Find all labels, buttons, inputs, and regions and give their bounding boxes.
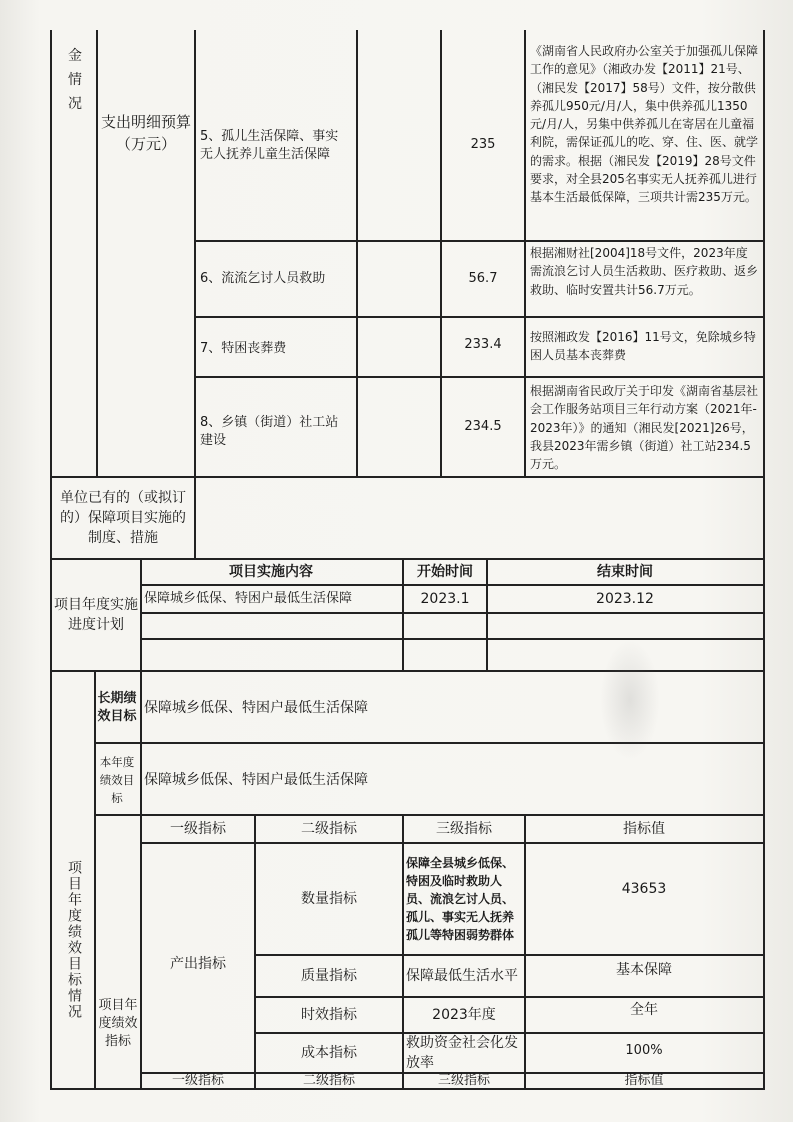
- schedule-header-text: 项目实施内容: [229, 564, 313, 580]
- indicator-level3: [406, 956, 522, 996]
- schedule-header-text: 结束时间: [597, 564, 653, 580]
- divider: [94, 742, 765, 744]
- label-char: 金: [68, 48, 82, 64]
- indicator-level3: [404, 998, 524, 1032]
- indicator-header-text: 指标值: [623, 821, 665, 837]
- budget-item: [200, 334, 350, 364]
- indicator-header-level1: [142, 816, 254, 842]
- divider: [194, 30, 196, 478]
- budget-amount-text: 235: [470, 137, 496, 152]
- indicator-value-text: 全年: [630, 1002, 658, 1018]
- indicator-header-value: [526, 816, 762, 842]
- schedule-row-end: [488, 586, 762, 612]
- budget-note-text: 根据湘财社[2004]18号文件，2023年度需流浪乞讨人员生活救助、医疗救助、返乡救助、临时安置共计56.7万元。: [530, 246, 759, 297]
- funds-label-char: [60, 92, 90, 116]
- budget-item-text: 8、乡镇（街道）社工站建设: [200, 415, 339, 448]
- indicator-header-level2: [256, 1073, 402, 1088]
- budget-note: [527, 380, 761, 474]
- schedule-header-text: 开始时间: [417, 564, 473, 580]
- indicator-level2-text: 数量指标: [301, 891, 357, 907]
- divider: [50, 1088, 765, 1090]
- indicator-value-text: 100%: [625, 1043, 663, 1058]
- border-left: [50, 30, 52, 1090]
- funds-label-char: [60, 44, 90, 68]
- schedule-row-start: [404, 586, 486, 612]
- schedule-row-content: [144, 640, 400, 670]
- divider: [524, 30, 526, 478]
- indicator-value: [526, 956, 762, 984]
- indicator-level3-text: 救助资金社会化发放率: [406, 1035, 518, 1071]
- indicator-label: [98, 984, 138, 1064]
- indicator-value: [526, 996, 762, 1024]
- budget-amount-text: 56.7: [468, 271, 498, 286]
- long-term-label: [96, 676, 138, 740]
- schedule-row-content: [144, 614, 400, 638]
- long-term-value-text: 保障城乡低保、特困户最低生活保障: [144, 700, 368, 716]
- indicator-header-level3: [404, 816, 524, 842]
- long-term-label-text: 长期绩效目标: [97, 691, 137, 724]
- budget-note-text: 《湖南省人民政府办公室关于加强孤儿保障工作的意见》（湘政办发【2011】21号、（湘民发【2017】58号）文件，按分散供养孤儿950元/月/人，集中供养孤儿1350元/月/人，另集中供养孤儿在寄居在儿童福利院，需保证孤儿的吃、穿、住、医、就学的需求。根据（湘民发【2019】28号文件要求，对全县205名事实无人抚养孤儿进行基本生活最低保障，三项共计需235万元。: [530, 44, 759, 205]
- budget-item-text: 6、流流乞讨人员救助: [200, 271, 326, 286]
- indicator-header-level3: [404, 1073, 524, 1088]
- indicator-header-text: 一级指标: [170, 821, 226, 837]
- divider: [96, 30, 98, 478]
- budget-amount: [442, 412, 524, 442]
- indicator-value: [526, 1036, 762, 1066]
- budget-label: [100, 108, 192, 158]
- divider: [194, 376, 765, 378]
- budget-amount: [442, 130, 524, 160]
- indicator-level3: [406, 1034, 522, 1072]
- indicator-level3: [406, 846, 522, 952]
- scan-smudge: [600, 640, 660, 760]
- measures-label-text: 单位已有的（或拟订的）保障项目实施的制度、措施: [60, 490, 186, 546]
- budget-note-text: 根据湖南省民政厅关于印发《湖南省基层社会工作服务站项目三年行动方案（2021年-2023年）》的通知（湘民发[2021]26号，我县2023年需乡镇（街道）社工站234.5万元。: [530, 384, 759, 472]
- schedule-cell-text: 2023.1: [420, 591, 470, 607]
- schedule-header-end: [488, 560, 762, 584]
- schedule-row-content: [144, 586, 400, 612]
- divider: [402, 814, 404, 1090]
- schedule-header-start: [404, 560, 486, 584]
- annual-value: [144, 748, 760, 812]
- indicator-header-text: 三级指标: [437, 1073, 490, 1088]
- long-term-value: [144, 676, 760, 740]
- budget-note-text: 按照湘政发【2016】11号文，免除城乡特困人员基本丧葬费: [530, 330, 756, 363]
- indicator-level2: [256, 956, 402, 996]
- indicator-level3-text: 2023年度: [432, 1007, 496, 1023]
- indicator-label-text: 项目年度绩效指标: [98, 998, 138, 1049]
- schedule-header-content: [142, 560, 400, 584]
- budget-amount-text: 234.5: [464, 419, 502, 434]
- indicator-header-text: 指标值: [624, 1073, 664, 1088]
- schedule-label: [54, 590, 138, 640]
- indicator-level2: [256, 1034, 402, 1072]
- performance-label-text: 项目年度绩效目标情况: [66, 860, 82, 1020]
- indicator-level2: [256, 844, 402, 954]
- indicator-header-value: [526, 1073, 762, 1088]
- budget-item-text: 7、特困丧葬费: [200, 341, 287, 356]
- indicator-value-text: 43653: [621, 881, 667, 897]
- indicator-header-level1: [142, 1073, 254, 1088]
- label-char: 情: [68, 72, 82, 88]
- output-label: [142, 944, 254, 984]
- divider: [50, 476, 765, 478]
- budget-item: [200, 124, 350, 168]
- budget-amount-text: 233.4: [464, 337, 502, 352]
- measures-label: [54, 480, 192, 556]
- indicator-header-text: 二级指标: [302, 1073, 355, 1088]
- budget-item: [200, 264, 350, 294]
- budget-note: [527, 242, 761, 314]
- budget-note: [527, 40, 761, 238]
- schedule-row-end: [488, 614, 762, 638]
- indicator-level2-text: 时效指标: [301, 1007, 357, 1023]
- indicator-header-text: 一级指标: [171, 1073, 224, 1088]
- annual-label: [96, 748, 138, 812]
- label-char: 况: [68, 96, 82, 112]
- divider: [440, 30, 442, 478]
- border-right: [763, 30, 765, 1090]
- divider: [194, 476, 196, 560]
- indicator-level2-text: 成本指标: [301, 1045, 357, 1061]
- indicator-header-level2: [256, 816, 402, 842]
- annual-value-text: 保障城乡低保、特困户最低生活保障: [144, 772, 368, 788]
- indicator-level3-text: 保障最低生活水平: [406, 968, 518, 984]
- indicator-value-text: 基本保障: [616, 962, 672, 978]
- budget-amount: [442, 264, 524, 294]
- budget-note: [527, 326, 761, 374]
- annual-label-text: 本年度绩效目标: [99, 755, 135, 805]
- indicator-header-text: 二级指标: [301, 821, 357, 837]
- schedule-cell-text: 保障城乡低保、特困户最低生活保障: [144, 591, 353, 606]
- budget-label-text: 支出明细预算（万元）: [100, 113, 191, 153]
- schedule-cell-text: 2023.12: [596, 591, 654, 607]
- indicator-level2-text: 质量指标: [301, 968, 357, 984]
- budget-item-text: 5、孤儿生活保障、事实无人抚养儿童生活保障: [200, 129, 339, 162]
- divider: [194, 316, 765, 318]
- indicator-value: [526, 844, 762, 934]
- indicator-header-text: 三级指标: [436, 821, 492, 837]
- measures-value: [200, 480, 760, 556]
- schedule-row-start: [404, 614, 486, 638]
- divider: [140, 670, 142, 1090]
- indicator-level3-text: 保障全县城乡低保、特困及临时救助人员、流浪乞讨人员、孤儿、事实无人抚养孤儿等特困弱势群体: [406, 856, 515, 942]
- performance-label: [60, 820, 88, 1060]
- indicator-level2: [256, 998, 402, 1032]
- output-label-text: 产出指标: [170, 956, 226, 972]
- budget-item: [200, 410, 350, 454]
- funds-label-char: [60, 68, 90, 92]
- schedule-row-start: [404, 640, 486, 670]
- divider: [356, 30, 358, 478]
- budget-amount: [442, 330, 524, 360]
- schedule-label-text: 项目年度实施进度计划: [54, 597, 138, 633]
